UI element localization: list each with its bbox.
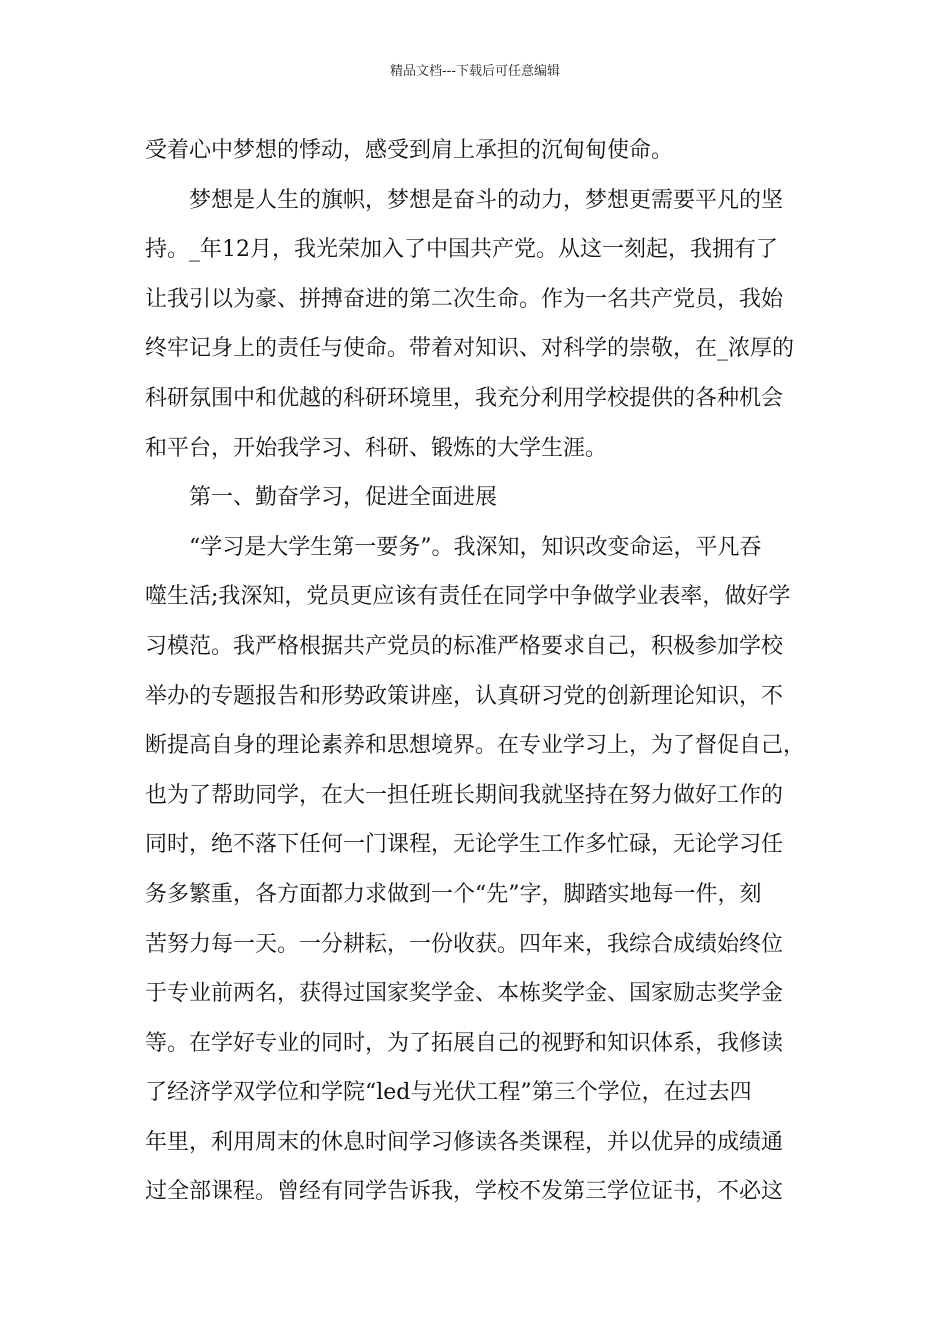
paragraph-first-line: 梦想是人生的旗帜，梦想是奋斗的动力，梦想更需要平凡的坚 bbox=[189, 187, 784, 213]
text-line: 过全部课程。曾经有同学告诉我，学校不发第三学位证书，不必这 bbox=[145, 1179, 784, 1205]
paragraph-first-line: “学习是大学生第一要务”。我深知，知识改变命运，平凡吞 bbox=[189, 534, 762, 560]
text-line: 让我引以为豪、拼搏奋进的第二次生命。作为一名共产党员，我始 bbox=[145, 286, 784, 312]
text-line: 苦努力每一天。一分耕耘，一份收获。四年来，我综合成绩始终位 bbox=[145, 931, 784, 957]
text-line: 也为了帮助同学，在大一担任班长期间我就坚持在努力做好工作的 bbox=[145, 782, 784, 808]
text-line: 终牢记身上的责任与使命。带着对知识、对科学的崇敬，在_浓厚的 bbox=[145, 336, 795, 362]
text-line: 年里，利用周末的休息时间学习修读各类课程，并以优异的成绩通 bbox=[145, 1129, 784, 1155]
page-header: 精品文档---下载后可任意编辑 bbox=[389, 64, 561, 79]
text-line: 持。_年12月，我光荣加入了中国共产党。从这一刻起，我拥有了 bbox=[145, 237, 778, 263]
text-line: 和平台，开始我学习、科研、锻炼的大学生涯。 bbox=[145, 435, 608, 461]
text-line: 于专业前两名，获得过国家奖学金、本栋奖学金、国家励志奖学金 bbox=[145, 981, 784, 1007]
text-line: 了经济学双学位和学院“led与光伏工程”第三个学位，在过去四 bbox=[145, 1080, 752, 1106]
text-line: 科研氛围中和优越的科研环境里，我充分利用学校提供的各种机会 bbox=[145, 385, 784, 411]
text-line: 等。在学好专业的同时，为了拓展自己的视野和知识体系，我修读 bbox=[145, 1030, 784, 1056]
text-line: 受着心中梦想的悸动，感受到肩上承担的沉甸甸使命。 bbox=[145, 138, 674, 163]
text-line: 同时，绝不落下任何一门课程，无论学生工作多忙碌，无论学习任 bbox=[145, 832, 784, 858]
text-line: 习模范。我严格根据共产党员的标准严格要求自己，积极参加学校 bbox=[145, 633, 784, 659]
text-line: 噬生活;我深知，党员更应该有责任在同学中争做学业表率，做好学 bbox=[145, 584, 791, 610]
section-heading: 第一、勤奋学习，促进全面进展 bbox=[189, 485, 498, 511]
document-body bbox=[145, 126, 825, 1217]
text-line: 务多繁重，各方面都力求做到一个“先”字，脚踏实地每一件，刻 bbox=[145, 881, 762, 907]
text-line: 举办的专题报告和形势政策讲座，认真研习党的创新理论知识，不 bbox=[145, 683, 784, 709]
text-line: 断提高自身的理论素养和思想境界。在专业学习上，为了督促自己， bbox=[145, 733, 806, 759]
